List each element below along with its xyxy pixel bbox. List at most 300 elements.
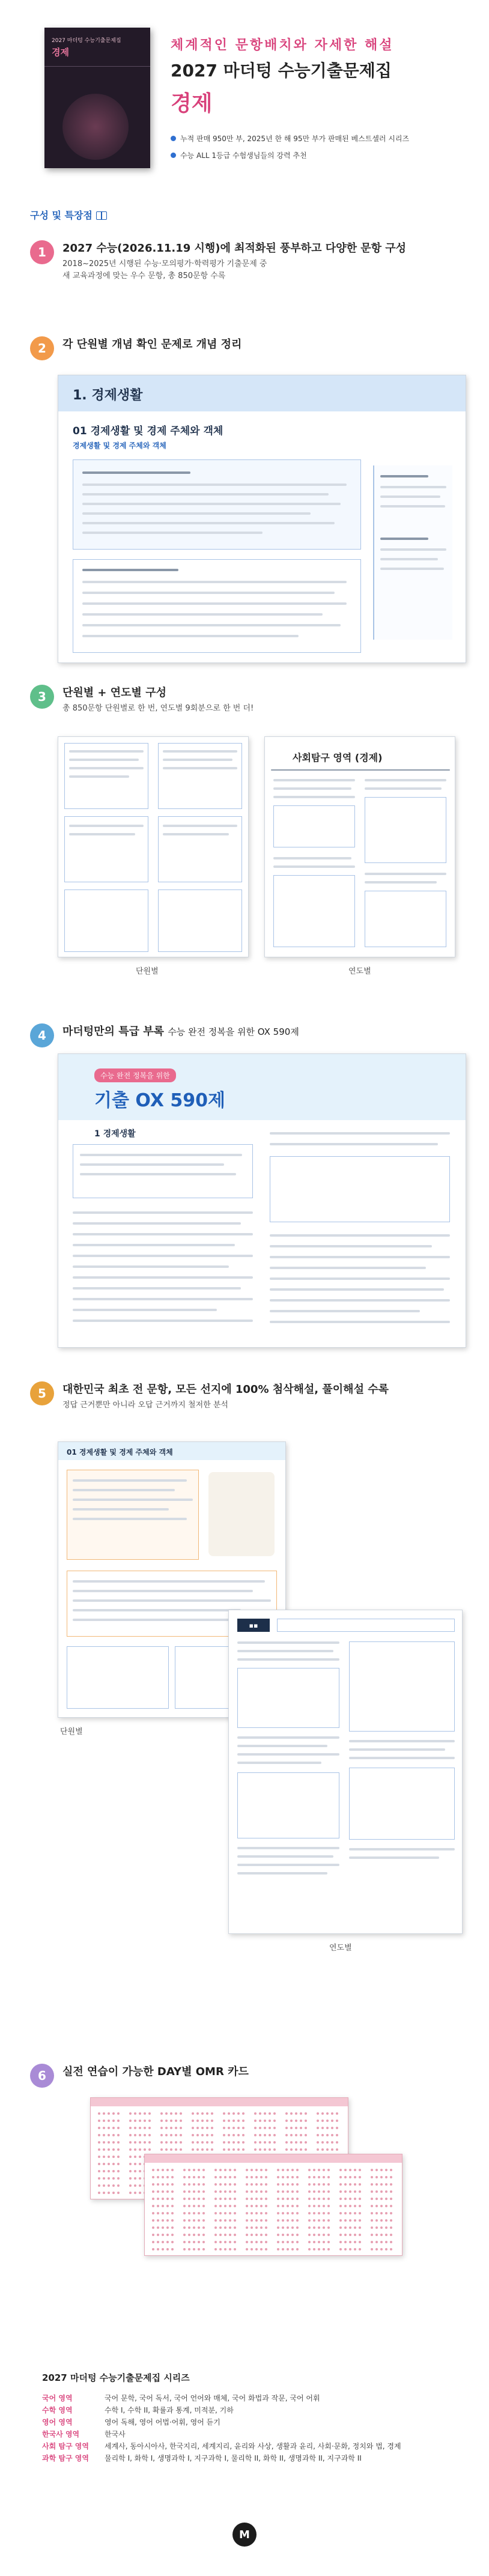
text-line — [73, 1222, 241, 1225]
omr-bubble — [108, 2156, 110, 2158]
omr-bubble — [260, 2241, 263, 2243]
omr-bubble — [371, 2219, 373, 2222]
omr-bubble — [336, 2127, 338, 2129]
text-line — [380, 548, 446, 551]
omr-bubble — [339, 2190, 342, 2193]
omr-bubble — [214, 2212, 217, 2214]
omr-bubble — [255, 2219, 258, 2222]
omr-bubble — [305, 2120, 307, 2122]
series-label: 영어 영역 — [42, 2418, 73, 2426]
omr-bubble — [323, 2248, 325, 2250]
text-line — [270, 1234, 450, 1237]
omr-bubble — [219, 2169, 222, 2171]
omr-bubble — [385, 2183, 387, 2186]
omr-bubble — [219, 2176, 222, 2178]
omr-bubble — [317, 2148, 319, 2151]
omr-bubble — [291, 2205, 294, 2207]
omr-bubble — [139, 2134, 141, 2136]
omr-bubble — [166, 2241, 169, 2243]
omr-bubble — [224, 2219, 226, 2222]
omr-bubble — [198, 2234, 200, 2236]
omr-bubble — [305, 2141, 307, 2144]
text-line — [69, 767, 144, 769]
text-line — [73, 1479, 187, 1482]
omr-card-front — [144, 2154, 402, 2256]
omr-bubble — [313, 2234, 315, 2236]
omr-bubble — [198, 2183, 200, 2186]
omr-bubble — [371, 2234, 373, 2236]
omr-bubble — [331, 2134, 333, 2136]
omr-bubble — [180, 2134, 182, 2136]
omr-bubble — [313, 2176, 315, 2178]
omr-bubble — [229, 2198, 231, 2200]
omr-bubble — [165, 2120, 168, 2122]
explanation-page-yearly — [228, 1610, 463, 1934]
omr-bubble — [246, 2183, 248, 2186]
omr-bubble — [214, 2219, 217, 2222]
omr-bubble — [134, 2148, 136, 2151]
omr-bubble — [175, 2141, 177, 2144]
lesson-title: 01 경제생활 및 경제 주체와 객체 — [73, 425, 223, 437]
omr-bubble — [192, 2134, 194, 2136]
omr-bubble — [192, 2148, 194, 2151]
omr-bubble — [148, 2148, 151, 2151]
omr-bubble — [255, 2248, 258, 2250]
omr-bubble — [198, 2176, 200, 2178]
omr-bubble — [160, 2127, 163, 2129]
omr-bubble — [108, 2141, 110, 2144]
omr-bubble — [152, 2205, 154, 2207]
omr-bubble — [327, 2219, 330, 2222]
omr-bubble — [139, 2112, 141, 2115]
omr-bubble — [112, 2163, 115, 2165]
omr-bubble — [390, 2198, 392, 2200]
omr-bubble — [108, 2184, 110, 2187]
omr-bubble — [228, 2120, 230, 2122]
omr-bubble — [134, 2112, 136, 2115]
omr-bubble — [160, 2141, 163, 2144]
omr-bubble — [129, 2134, 132, 2136]
omr-bubble — [134, 2134, 136, 2136]
omr-bubble — [152, 2234, 154, 2236]
text-line — [380, 475, 428, 477]
text-line — [380, 538, 428, 540]
omr-bubble — [264, 2120, 266, 2122]
omr-bubble — [349, 2248, 351, 2250]
omr-bubble — [193, 2219, 195, 2222]
omr-bubble — [344, 2241, 347, 2243]
feature-text — [62, 241, 471, 283]
omr-bubble — [295, 2141, 297, 2144]
omr-bubble — [296, 2169, 299, 2171]
book-icon — [96, 211, 107, 219]
omr-bubble — [300, 2134, 302, 2136]
omr-bubble — [234, 2169, 236, 2171]
omr-bubble — [229, 2169, 231, 2171]
omr-bubble — [188, 2248, 190, 2250]
omr-bubble — [344, 2226, 347, 2229]
question-box — [64, 889, 148, 952]
feature-3 — [0, 685, 489, 985]
omr-bubble — [259, 2112, 261, 2115]
feature-6 — [0, 2064, 489, 2316]
omr-bubble — [170, 2112, 172, 2115]
omr-bubble — [112, 2112, 115, 2115]
text-line — [80, 1173, 236, 1175]
omr-bubble — [202, 2183, 205, 2186]
omr-bubble — [229, 2219, 231, 2222]
omr-bubble — [375, 2234, 378, 2236]
omr-bubble — [308, 2176, 311, 2178]
omr-bubble — [157, 2169, 159, 2171]
omr-bubble — [269, 2127, 271, 2129]
omr-bubble — [180, 2141, 182, 2144]
omr-bubble — [269, 2120, 271, 2122]
omr-bubble — [112, 2192, 115, 2194]
omr-bubble — [193, 2190, 195, 2193]
omr-bubble — [162, 2205, 164, 2207]
text-line — [273, 787, 351, 790]
omr-bubble — [157, 2190, 159, 2193]
omr-bubble — [183, 2241, 186, 2243]
omr-bubble — [331, 2112, 333, 2115]
omr-bubble — [287, 2169, 289, 2171]
series-list — [42, 2371, 451, 2464]
omr-bubble — [254, 2141, 257, 2144]
omr-bubble — [339, 2219, 342, 2222]
omr-bubble — [193, 2198, 195, 2200]
omr-bubble — [282, 2183, 284, 2186]
omr-bubble — [255, 2205, 258, 2207]
omr-bubble — [112, 2120, 115, 2122]
omr-bubble — [385, 2176, 387, 2178]
omr-bubble — [229, 2190, 231, 2193]
omr-bubble — [321, 2148, 324, 2151]
publisher-logo-icon: M — [232, 2523, 257, 2547]
text-line — [73, 1609, 241, 1611]
omr-bubble — [103, 2177, 105, 2180]
text-line — [82, 613, 323, 616]
question-box — [158, 889, 242, 952]
text-line — [73, 1518, 187, 1520]
omr-bubble — [339, 2169, 342, 2171]
omr-bubble — [193, 2248, 195, 2250]
feature-heading: 대한민국 최초 전 문항, 모든 선지에 100% 첨삭해설, 풀이해설 수록 — [62, 1383, 389, 1396]
text-line — [349, 1848, 455, 1850]
omr-bubble — [196, 2112, 199, 2115]
omr-bubble — [228, 2127, 230, 2129]
text-line — [73, 1320, 253, 1322]
omr-bubble — [214, 2198, 217, 2200]
omr-bubble — [152, 2212, 154, 2214]
unit-caption: 단원별 — [136, 967, 159, 976]
exam-title: 사회탐구 영역 (경제) — [293, 752, 383, 763]
omr-bubble — [265, 2212, 267, 2214]
omr-bubble — [171, 2219, 174, 2222]
omr-bubble — [313, 2219, 315, 2222]
text-line — [163, 825, 237, 827]
omr-bubble — [282, 2248, 284, 2250]
omr-bubble — [193, 2176, 195, 2178]
omr-bubble — [255, 2226, 258, 2229]
omr-bubble — [282, 2234, 284, 2236]
omr-bubble — [255, 2176, 258, 2178]
omr-bubble — [269, 2112, 271, 2115]
question-box — [349, 1768, 455, 1840]
omr-bubble — [188, 2219, 190, 2222]
omr-bubble — [198, 2198, 200, 2200]
omr-bubble — [277, 2176, 279, 2178]
omr-bubble — [117, 2177, 120, 2180]
omr-bubble — [296, 2226, 299, 2229]
omr-bubble — [242, 2134, 244, 2136]
omr-bubble — [229, 2212, 231, 2214]
omr-bubble — [265, 2226, 267, 2229]
omr-bubble — [380, 2169, 383, 2171]
omr-bubble — [202, 2198, 205, 2200]
omr-bubble — [162, 2198, 164, 2200]
omr-bubble — [139, 2177, 141, 2180]
omr-bubble — [214, 2190, 217, 2193]
omr-bubble — [354, 2183, 356, 2186]
omr-bubble — [251, 2226, 253, 2229]
omr-bubble — [287, 2198, 289, 2200]
omr-bubble — [282, 2176, 284, 2178]
text-line — [237, 1745, 327, 1747]
omr-bubble — [260, 2219, 263, 2222]
omr-bubble — [260, 2248, 263, 2250]
omr-bubble — [327, 2169, 330, 2171]
omr-bubble — [273, 2134, 276, 2136]
omr-bubble — [214, 2176, 217, 2178]
omr-bubble — [152, 2169, 154, 2171]
omr-bubble — [246, 2234, 248, 2236]
text-line — [237, 1736, 339, 1739]
omr-bubble — [139, 2141, 141, 2144]
bullet-item — [171, 150, 409, 160]
omr-bubble — [246, 2248, 248, 2250]
omr-bubble — [321, 2134, 324, 2136]
omr-bubble — [359, 2198, 361, 2200]
omr-bubble — [336, 2120, 338, 2122]
omr-bubble — [308, 2234, 311, 2236]
question-box — [273, 875, 355, 947]
omr-bubble — [242, 2112, 244, 2115]
omr-bubble — [196, 2148, 199, 2151]
omr-bubble — [129, 2141, 132, 2144]
omr-bubble — [371, 2241, 373, 2243]
question-box — [237, 1772, 339, 1838]
omr-bubble — [206, 2120, 208, 2122]
text-line — [82, 512, 311, 515]
omr-bubble — [291, 2176, 294, 2178]
series-value: 세계사, 동아시아사, 한국지리, 세계지리, 윤리와 사상, 생활과 윤리, 사회·문화, 정치와 법, 경제 — [105, 2442, 401, 2450]
omr-bubble — [323, 2198, 325, 2200]
text-line — [349, 1740, 455, 1742]
omr-bubble — [246, 2190, 248, 2193]
omr-bubble — [166, 2219, 169, 2222]
omr-bubble — [112, 2177, 115, 2180]
omr-bubble — [162, 2248, 164, 2250]
omr-bubble — [219, 2234, 222, 2236]
omr-bubble — [327, 2234, 330, 2236]
omr-bubble — [223, 2148, 225, 2151]
section-heading — [30, 208, 107, 222]
question-box — [365, 797, 446, 863]
omr-bubble — [323, 2212, 325, 2214]
omr-bubble — [224, 2234, 226, 2236]
omr-bubble — [296, 2190, 299, 2193]
omr-bubble — [98, 2184, 100, 2187]
omr-bubble — [339, 2183, 342, 2186]
omr-bubble — [134, 2156, 136, 2158]
omr-bubble — [326, 2134, 329, 2136]
series-row — [42, 2392, 451, 2404]
text-line — [270, 1132, 450, 1135]
omr-bubble — [331, 2120, 333, 2122]
omr-bubble — [152, 2176, 154, 2178]
annotation-box — [67, 1470, 199, 1560]
omr-bubble — [290, 2148, 293, 2151]
omr-bubble — [260, 2176, 263, 2178]
omr-bubble — [265, 2234, 267, 2236]
omr-bubble — [287, 2248, 289, 2250]
omr-bubble — [251, 2241, 253, 2243]
omr-bubble — [224, 2169, 226, 2171]
omr-bubble — [224, 2226, 226, 2229]
text-line — [73, 1590, 253, 1592]
bullet-dot-icon — [171, 153, 176, 158]
omr-bubble — [354, 2226, 356, 2229]
omr-bubble — [103, 2170, 105, 2172]
omr-bubble — [308, 2241, 311, 2243]
omr-bubble — [308, 2190, 311, 2193]
omr-bubble — [219, 2183, 222, 2186]
omr-bubble — [234, 2183, 236, 2186]
omr-bubble — [300, 2120, 302, 2122]
omr-bubble — [344, 2219, 347, 2222]
omr-bubble — [390, 2219, 392, 2222]
omr-bubble — [157, 2219, 159, 2222]
omr-bubble — [354, 2212, 356, 2214]
omr-bubble — [246, 2241, 248, 2243]
omr-bubble — [183, 2205, 186, 2207]
ox-tag: 수능 완전 정복을 위한 — [94, 1068, 176, 1082]
omr-bubble — [112, 2170, 115, 2172]
omr-bubble — [305, 2148, 307, 2151]
omr-bubble — [108, 2148, 110, 2151]
omr-bubble — [371, 2205, 373, 2207]
omr-bubble — [201, 2148, 204, 2151]
omr-bubble — [359, 2234, 361, 2236]
omr-bubble — [198, 2226, 200, 2229]
omr-bubble — [308, 2198, 311, 2200]
series-label: 과학 탐구 영역 — [42, 2454, 89, 2462]
feature-number: 1 — [30, 240, 54, 264]
series-value: 수학 I, 수학 II, 확률과 통계, 미적분, 기하 — [105, 2406, 234, 2414]
omr-bubble — [339, 2241, 342, 2243]
omr-bubble — [327, 2176, 330, 2178]
omr-bubble — [202, 2234, 205, 2236]
omr-bubble — [219, 2212, 222, 2214]
feature-text — [62, 2065, 471, 2079]
omr-bubble — [229, 2234, 231, 2236]
text-line — [73, 1211, 253, 1214]
omr-bubble — [228, 2141, 230, 2144]
omr-bubble — [255, 2234, 258, 2236]
omr-bubble — [265, 2183, 267, 2186]
text-line — [380, 486, 446, 488]
omr-bubble — [282, 2169, 284, 2171]
omr-bubble — [375, 2176, 378, 2178]
omr-bubble — [339, 2212, 342, 2214]
omr-bubble — [291, 2226, 294, 2229]
omr-bubble — [201, 2112, 204, 2115]
omr-bubble — [157, 2226, 159, 2229]
omr-bubble — [291, 2183, 294, 2186]
omr-bubble — [237, 2148, 240, 2151]
feature-number: 5 — [30, 1381, 54, 1405]
omr-bubble — [237, 2112, 240, 2115]
omr-bubble — [255, 2241, 258, 2243]
omr-bubble — [313, 2205, 315, 2207]
text-line — [237, 1847, 339, 1849]
unit-caption: 단원별 — [60, 1727, 83, 1736]
omr-bubble — [229, 2176, 231, 2178]
omr-bubble — [183, 2190, 186, 2193]
omr-bubble — [390, 2190, 392, 2193]
concept-table — [73, 559, 361, 653]
cover-divider — [44, 66, 150, 67]
omr-bubble — [193, 2226, 195, 2229]
text-line — [349, 1856, 439, 1859]
omr-bubble — [265, 2219, 267, 2222]
omr-bubble — [265, 2198, 267, 2200]
text-line — [270, 1143, 438, 1145]
omr-bubble — [375, 2241, 378, 2243]
omr-bubble — [254, 2112, 257, 2115]
omr-bubble — [349, 2176, 351, 2178]
omr-bubble — [232, 2134, 235, 2136]
omr-bubble — [103, 2163, 105, 2165]
omr-bubble — [254, 2127, 257, 2129]
omr-bubble — [260, 2234, 263, 2236]
omr-bubble — [287, 2183, 289, 2186]
omr-bubble — [273, 2148, 276, 2151]
feature-4 — [0, 1023, 489, 1360]
omr-bubble — [171, 2183, 174, 2186]
omr-bubble — [152, 2198, 154, 2200]
omr-bubble — [232, 2127, 235, 2129]
omr-bubble — [251, 2176, 253, 2178]
omr-bubble — [224, 2183, 226, 2186]
book-cover — [44, 28, 150, 168]
text-line — [365, 779, 446, 781]
feature-number: 6 — [30, 2064, 54, 2088]
omr-bubble — [166, 2169, 169, 2171]
omr-bubble — [375, 2226, 378, 2229]
omr-bubble — [287, 2226, 289, 2229]
omr-bubble — [359, 2241, 361, 2243]
omr-bubble — [359, 2212, 361, 2214]
omr-bubble — [129, 2112, 132, 2115]
omr-bubble — [380, 2198, 383, 2200]
omr-bubble — [375, 2183, 378, 2186]
omr-bubble — [219, 2226, 222, 2229]
omr-bubble — [295, 2134, 297, 2136]
omr-bubble — [339, 2234, 342, 2236]
text-line — [73, 1276, 253, 1279]
